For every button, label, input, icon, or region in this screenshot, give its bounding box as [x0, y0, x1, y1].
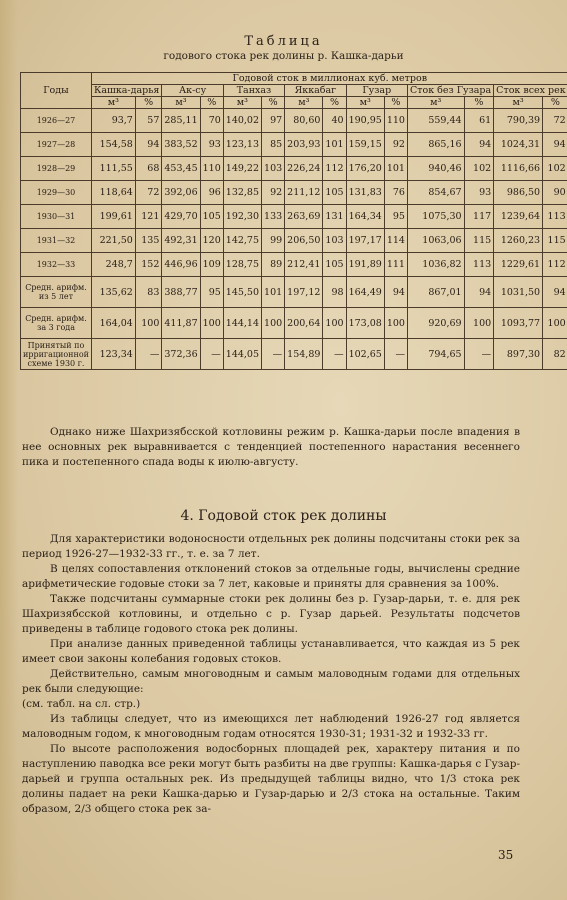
table-cell: 388,77	[162, 277, 200, 308]
table-cell: 102	[543, 157, 567, 181]
table-cell: 940,46	[407, 157, 464, 181]
table-cell: 115	[543, 229, 567, 253]
table-cell: 144,14	[223, 308, 261, 339]
river-header: Танхаз	[223, 85, 284, 97]
table-cell: 100	[464, 308, 494, 339]
table-cell: 203,93	[285, 133, 323, 157]
unit-pct-header: %	[200, 97, 223, 109]
table-cell: 70	[200, 109, 223, 133]
table-cell: 100	[200, 308, 223, 339]
table-cell: 100	[323, 308, 346, 339]
table-row	[21, 205, 567, 229]
table-cell: 97	[262, 109, 285, 133]
table-cell: 206,50	[285, 229, 323, 253]
table-cell: 113	[543, 205, 567, 229]
table-cell: 101	[323, 133, 346, 157]
table-cell: 152	[135, 253, 162, 277]
row-label-cell: 1928—29	[21, 157, 92, 181]
table-cell: 99	[262, 229, 285, 253]
table-row	[21, 133, 567, 157]
table-cell: 111,55	[91, 157, 135, 181]
paragraph: В целях сопоставления отклонений стоков за отдельные годы, вычислены средние арифметические годовые стоки за 7 лет, каковые и приняты для сравнения за 100%.	[22, 563, 520, 590]
table-cell: —	[200, 339, 223, 370]
table-cell: 190,95	[346, 109, 384, 133]
table-cell: 383,52	[162, 133, 200, 157]
table-cell: 100	[384, 308, 407, 339]
table-cell: 145,50	[223, 277, 261, 308]
table-row	[21, 229, 567, 253]
table-cell: 94	[464, 277, 494, 308]
page-binding-shadow	[0, 0, 18, 900]
table-cell: 164,04	[91, 308, 135, 339]
table-cell: 72	[543, 109, 567, 133]
table-cell: 1031,50	[494, 277, 543, 308]
table-cell: 135,62	[91, 277, 135, 308]
table-cell: 102	[464, 157, 494, 181]
table-cell: 89	[262, 253, 285, 277]
table-cell: 93	[464, 181, 494, 205]
table-cell: —	[135, 339, 162, 370]
river-header: Ак-су	[162, 85, 223, 97]
table-cell: 446,96	[162, 253, 200, 277]
row-label-cell: 1926—27	[21, 109, 92, 133]
unit-pct-header: %	[464, 97, 494, 109]
table-cell: 372,36	[162, 339, 200, 370]
table-row	[21, 181, 567, 205]
table-cell: 112	[323, 157, 346, 181]
unit-m3-header: м³	[162, 97, 200, 109]
table-cell: 492,31	[162, 229, 200, 253]
table-cell: 142,75	[223, 229, 261, 253]
table-cell: 105	[200, 205, 223, 229]
table-cell: 1024,31	[494, 133, 543, 157]
table-cell: 94	[543, 277, 567, 308]
table-cell: 285,11	[162, 109, 200, 133]
table-cell: 159,15	[346, 133, 384, 157]
table-cell: —	[262, 339, 285, 370]
table-caption-title: Таблица	[244, 34, 323, 49]
table-cell: 212,41	[285, 253, 323, 277]
table-cell: 101	[262, 277, 285, 308]
table-cell: 226,24	[285, 157, 323, 181]
table-cell: 135	[135, 229, 162, 253]
table-cell: 154,58	[91, 133, 135, 157]
unit-m3-header: м³	[494, 97, 543, 109]
table-cell: 100	[135, 308, 162, 339]
unit-pct-header: %	[262, 97, 285, 109]
unit-header: Годовой сток в миллионах куб. метров	[91, 73, 567, 85]
table-cell: 199,61	[91, 205, 135, 229]
table-cell: 93	[200, 133, 223, 157]
unit-m3-header: м³	[223, 97, 261, 109]
row-label-cell: Средн. арифм. за 3 года	[21, 308, 92, 339]
table-caption-subtitle: годового стока рек долины р. Кашка-дарьи	[163, 50, 404, 62]
table-cell: 144,05	[223, 339, 261, 370]
table-body	[21, 109, 567, 370]
table-cell: 1260,23	[494, 229, 543, 253]
table-cell: 392,06	[162, 181, 200, 205]
paragraph: Из таблицы следует, что из имеющихся лет наблюдений 1926-27 год является маловодным годом, к многоводным годам относятся 1930-31; 1931-32 и 1932-33 гг.	[22, 713, 520, 740]
table-cell: 101	[384, 157, 407, 181]
table-cell: 103	[323, 229, 346, 253]
table-cell: 105	[323, 253, 346, 277]
section-title: 4. Годовой сток рек долины	[180, 508, 387, 524]
table-cell: 154,89	[285, 339, 323, 370]
row-label-cell: 1929—30	[21, 181, 92, 205]
table-cell: 111	[384, 253, 407, 277]
runoff-table	[20, 72, 567, 370]
table-cell: 92	[262, 181, 285, 205]
river-header: Сток без Гузара	[407, 85, 493, 97]
paragraph: Для характеристики водоносности отдельных рек долины подсчитаны стоки рек за период 1926-27—1932-33 гг., т. е. за 7 лет.	[22, 533, 520, 560]
unit-pct-header: %	[384, 97, 407, 109]
unit-m3-header: м³	[346, 97, 384, 109]
table-cell: 1093,77	[494, 308, 543, 339]
table-cell: 100	[262, 308, 285, 339]
table-cell: 94	[384, 277, 407, 308]
river-header: Сток всех рек	[494, 85, 567, 97]
table-cell: 131	[323, 205, 346, 229]
table-cell: 164,49	[346, 277, 384, 308]
section-body	[22, 532, 520, 817]
table-cell: 164,34	[346, 205, 384, 229]
table-cell: 121	[135, 205, 162, 229]
table-cell: 80,60	[285, 109, 323, 133]
table-cell: 57	[135, 109, 162, 133]
unit-m3-header: м³	[91, 97, 135, 109]
table-cell: 248,7	[91, 253, 135, 277]
table-cell: 90	[543, 181, 567, 205]
unit-m3-header: м³	[407, 97, 464, 109]
table-cell: 61	[464, 109, 494, 133]
table-cell: 102,65	[346, 339, 384, 370]
paragraph: По высоте расположения водосборных площадей рек, характеру питания и по наступлению паводка все реки могут быть разбиты на две группы: Кашка-дарья с Гузар-дарьей и группа остальных рек. Из предыдущей таблицы видно, что 1/3 стока рек долины падает на реки Кашка-дарью и Гузар-дарью и 2/3 стока на остальные. Таким образом, 2/3 общего стока рек за-	[22, 743, 520, 815]
table-cell: 411,87	[162, 308, 200, 339]
paragraph: Также подсчитаны суммарные стоки рек долины без р. Гузар-дарьи, т. е. для рек Шахризябсской котловины, и отдельно с р. Гузар дарьей. Результаты подсчетов приведены в таблице годового стока рек долины.	[22, 593, 520, 635]
river-header: Яккабаг	[285, 85, 346, 97]
table-cell: 118,64	[91, 181, 135, 205]
table-cell: 114	[384, 229, 407, 253]
unit-row	[21, 97, 567, 109]
unit-pct-header: %	[135, 97, 162, 109]
table-cell: 83	[135, 277, 162, 308]
table-cell: 40	[323, 109, 346, 133]
table-cell: 192,30	[223, 205, 261, 229]
row-label-cell: Средн. арифм. из 5 лет	[21, 277, 92, 308]
table-cell: 120	[200, 229, 223, 253]
table-row	[21, 109, 567, 133]
table-cell: 920,69	[407, 308, 464, 339]
paragraph-note: (см. табл. на сл. стр.)	[22, 698, 141, 710]
table-cell: 790,39	[494, 109, 543, 133]
table-cell: 133	[262, 205, 285, 229]
table-cell: 93,7	[91, 109, 135, 133]
table-row	[21, 339, 567, 370]
table-row	[21, 277, 567, 308]
table-cell: 94	[135, 133, 162, 157]
table-cell: 131,83	[346, 181, 384, 205]
table-row	[21, 253, 567, 277]
unit-pct-header: %	[543, 97, 567, 109]
table-cell: 221,50	[91, 229, 135, 253]
table-cell: 211,12	[285, 181, 323, 205]
table-cell: 794,65	[407, 339, 464, 370]
table-cell: 92	[384, 133, 407, 157]
table-cell: 68	[135, 157, 162, 181]
table-cell: 110	[200, 157, 223, 181]
table-cell: 132,85	[223, 181, 261, 205]
table-cell: 453,45	[162, 157, 200, 181]
table-cell: 197,17	[346, 229, 384, 253]
unit-m3-header: м³	[285, 97, 323, 109]
table-cell: 1229,61	[494, 253, 543, 277]
table-cell: 72	[135, 181, 162, 205]
table-cell: 140,02	[223, 109, 261, 133]
table-cell: 429,70	[162, 205, 200, 229]
table-cell: 94	[543, 133, 567, 157]
row-label-cell: Принятый по ирригационной схеме 1930 г.	[21, 339, 92, 370]
table-cell: 105	[323, 181, 346, 205]
table-cell: 76	[384, 181, 407, 205]
table-cell: 103	[262, 157, 285, 181]
river-header: Кашка-дарья	[91, 85, 161, 97]
table-cell: 128,75	[223, 253, 261, 277]
paragraph-intro	[22, 425, 520, 470]
table-cell: 191,89	[346, 253, 384, 277]
table-cell: 123,13	[223, 133, 261, 157]
table-cell: 200,64	[285, 308, 323, 339]
table-cell: 82	[543, 339, 567, 370]
year-header: Годы	[21, 73, 92, 109]
table-cell: 112	[543, 253, 567, 277]
table-cell: 123,34	[91, 339, 135, 370]
table-cell: 109	[200, 253, 223, 277]
unit-pct-header: %	[323, 97, 346, 109]
paragraph: При анализе данных приведенной таблицы устанавливается, что каждая из 5 рек имеет свои законы колебания годовых стоков.	[22, 638, 520, 665]
table-cell: 263,69	[285, 205, 323, 229]
table-cell: 867,01	[407, 277, 464, 308]
table-cell: —	[464, 339, 494, 370]
table-cell: 173,08	[346, 308, 384, 339]
table-cell: 115	[464, 229, 494, 253]
row-label-cell: 1930—31	[21, 205, 92, 229]
row-label-cell: 1927—28	[21, 133, 92, 157]
paragraph: Действительно, самым многоводным и самым маловодным годами для отдельных рек были следующие:	[22, 668, 520, 695]
table-cell: 113	[464, 253, 494, 277]
table-cell: 1063,06	[407, 229, 464, 253]
table-cell: 85	[262, 133, 285, 157]
river-header: Гузар	[346, 85, 407, 97]
table-cell: 110	[384, 109, 407, 133]
table-cell: 197,12	[285, 277, 323, 308]
table-cell: 897,30	[494, 339, 543, 370]
table-cell: 1075,30	[407, 205, 464, 229]
table-cell: 95	[200, 277, 223, 308]
table-row	[21, 157, 567, 181]
table-cell: 1116,66	[494, 157, 543, 181]
table-cell: 1036,82	[407, 253, 464, 277]
row-label-cell: 1931—32	[21, 229, 92, 253]
table-cell: —	[384, 339, 407, 370]
table-row	[21, 308, 567, 339]
page-number: 35	[498, 848, 514, 862]
table-cell: 854,67	[407, 181, 464, 205]
table-cell: 559,44	[407, 109, 464, 133]
table-cell: 117	[464, 205, 494, 229]
table-cell: 986,50	[494, 181, 543, 205]
table-cell: 1239,64	[494, 205, 543, 229]
row-label-cell: 1932—33	[21, 253, 92, 277]
paragraph: Однако ниже Шахризябсской котловины режим р. Кашка-дарьи после впадения в нее основных рек выравнивается с тенденцией постепенного нарастания весеннего пика и постепенного спада воды к июлю-августу.	[22, 426, 520, 468]
runoff-table-container	[20, 72, 566, 370]
table-cell: 96	[200, 181, 223, 205]
table-cell: 865,16	[407, 133, 464, 157]
table-cell: 94	[464, 133, 494, 157]
table-cell: 176,20	[346, 157, 384, 181]
table-cell: 98	[323, 277, 346, 308]
table-cell: —	[323, 339, 346, 370]
table-cell: 100	[543, 308, 567, 339]
table-cell: 95	[384, 205, 407, 229]
table-cell: 149,22	[223, 157, 261, 181]
